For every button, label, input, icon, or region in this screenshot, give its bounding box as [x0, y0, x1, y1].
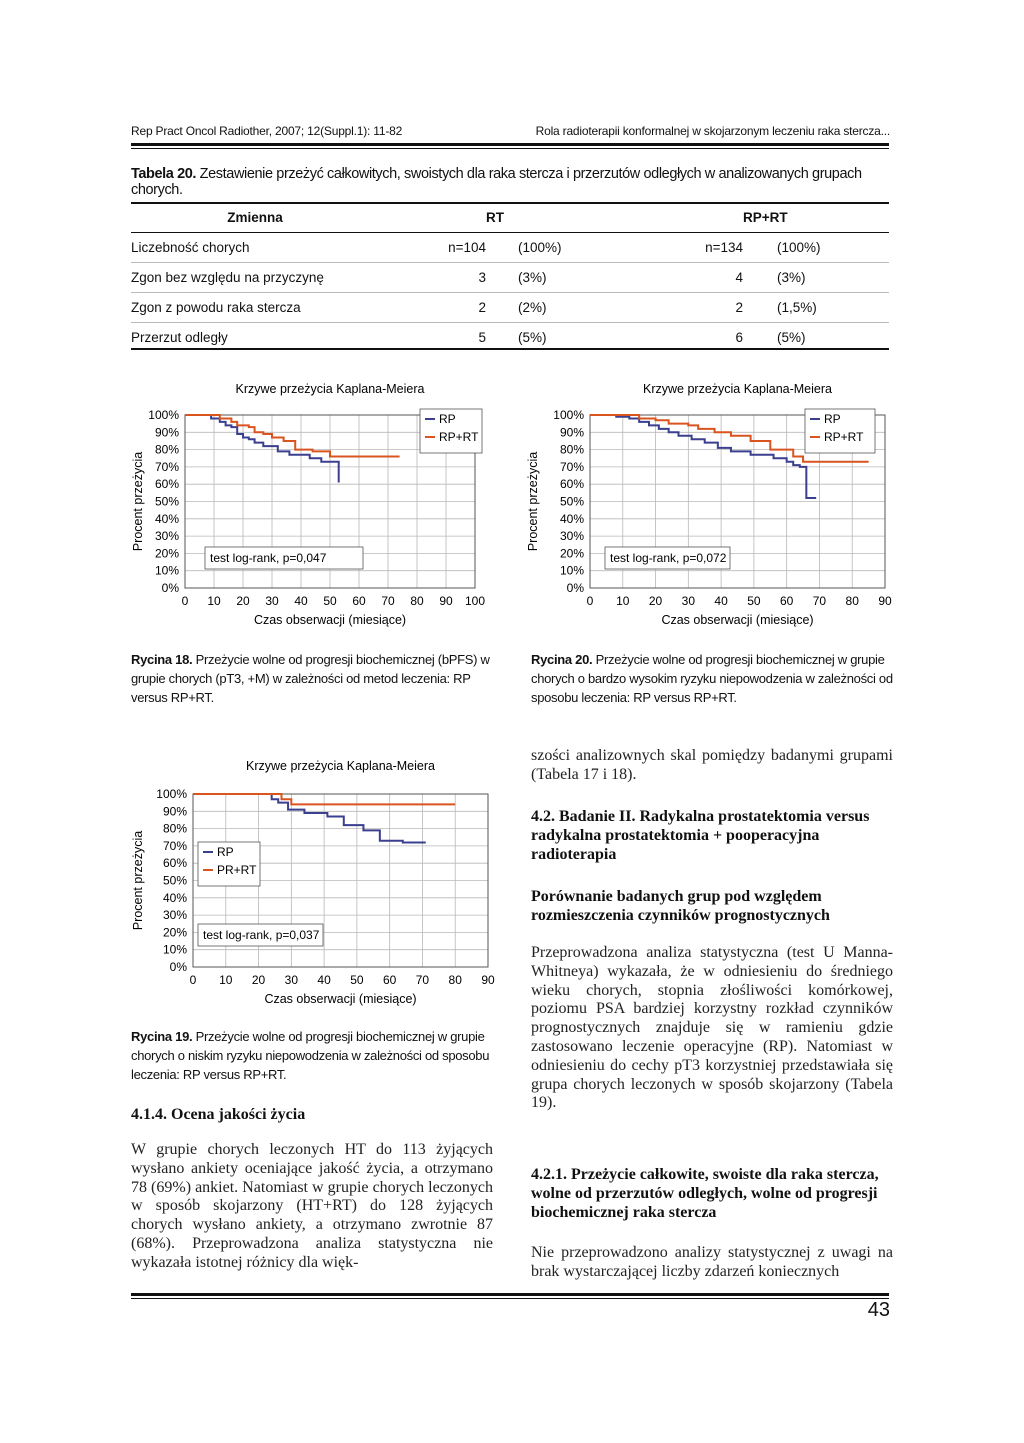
row-rt-pct: (2%) [486, 293, 606, 323]
running-header-right: Rola radioterapii konformalnej w skojarzonym leczeniu raka stercza... [535, 124, 890, 138]
header-variable: Zmienna [227, 209, 283, 225]
x-tick-label: 70 [381, 594, 395, 608]
x-tick-label: 0 [189, 973, 197, 987]
x-tick-label: 100 [464, 594, 486, 608]
y-tick-label: 0% [566, 581, 584, 595]
chart-title: Krzywe przeżycia Kaplana-Meiera [643, 382, 832, 396]
x-tick-label: 50 [747, 594, 761, 608]
y-tick-label: 100% [553, 408, 584, 422]
row-rprt-n: 2 [606, 293, 743, 323]
x-tick-label: 30 [265, 594, 279, 608]
y-tick-label: 90% [154, 425, 179, 440]
caption-fig19 [131, 1027, 501, 1084]
y-tick-label: 50% [559, 494, 584, 509]
x-tick-label: 10 [219, 973, 233, 987]
y-axis-label: Procent przeżycia [526, 451, 540, 552]
row-rt-pct: (5%) [486, 323, 606, 353]
row-rprt-pct: (1,5%) [743, 293, 889, 323]
row-rprt-pct: (3%) [743, 263, 889, 293]
caption-label: Rycina 19. [131, 1029, 193, 1044]
x-tick-label: 60 [352, 594, 366, 608]
x-axis-label: Czas obserwacji (miesiące) [661, 613, 814, 627]
y-tick-label: 80% [162, 821, 187, 836]
row-rt-n: 3 [379, 263, 486, 293]
x-tick-label: 60 [779, 594, 794, 608]
header-rprt: RP+RT [743, 209, 788, 225]
x-tick-label: 70 [812, 594, 827, 608]
x-tick-label: 50 [350, 973, 364, 987]
figure-20 [525, 375, 895, 625]
row-rt-pct: (3%) [486, 263, 606, 293]
row-rprt-pct: (100%) [743, 233, 889, 263]
x-tick-label: 10 [207, 594, 221, 608]
x-tick-label: 50 [323, 594, 337, 608]
y-tick-label: 50% [162, 873, 187, 888]
x-tick-label: 0 [586, 594, 594, 608]
row-label: Zgon bez względu na przyczynę [131, 263, 379, 293]
caption-label: Rycina 20. [531, 652, 593, 667]
y-tick-label: 60% [154, 477, 179, 492]
series-line-rp [590, 415, 816, 498]
figure-18 [130, 375, 500, 625]
heading-4-2-1: 4.2.1. Przeżycie całkowite, swoiste dla raka stercza, wolne od przerzutów odległych, wolne od progresji biochemicznej raka stercza [531, 1166, 879, 1221]
y-tick-label: 10% [559, 563, 584, 578]
x-tick-label: 70 [415, 973, 430, 987]
y-tick-label: 20% [154, 546, 179, 561]
page-number: 43 [867, 1299, 890, 1321]
x-tick-label: 90 [439, 594, 453, 608]
series-line-rp [193, 794, 426, 842]
table-row [131, 233, 889, 263]
y-tick-label: 20% [162, 925, 187, 940]
right-paragraph-1: Przeprowadzona analiza statystyczna (test U Manna-Whitneya) wykazała, że w odniesieniu do średniego wieku chorych, stopnia złośliwości komórkowej, poziomu PSA bardziej korzystny rozkład czynników prognostycznych znajduje się w ramieniu gdzie zastosowano leczenie operacyjne (RP). Natomiast w odniesieniu do cechy pT3 korzystniej przedstawiała się grupa chorych leczonych w sposób skojarzony (Tabela 19). [531, 944, 893, 1112]
y-tick-label: 100% [156, 787, 187, 801]
header-rt: RT [486, 209, 504, 225]
table-row [131, 293, 889, 323]
y-tick-label: 70% [154, 459, 179, 474]
annotation-text: test log-rank, p=0,072 [610, 551, 727, 565]
row-rprt-pct: (5%) [743, 323, 889, 353]
x-tick-label: 20 [648, 594, 663, 608]
y-tick-label: 50% [154, 494, 179, 509]
table-header-rule [131, 232, 889, 233]
caption-fig20 [531, 650, 893, 707]
series-line-rp-plus-rt [185, 415, 400, 457]
caption-text: Przeżycie wolne od progresji biochemicznej w grupie chorych o niskim ryzyku niepowodzenia w zależności od sposobu leczenia: RP versus RP+RT. [131, 1029, 490, 1082]
y-tick-label: 90% [559, 425, 584, 440]
y-tick-label: 80% [154, 442, 179, 457]
x-tick-label: 80 [448, 973, 462, 987]
caption-label: Rycina 18. [131, 652, 193, 667]
row-rprt-n: 4 [606, 263, 743, 293]
x-tick-label: 40 [317, 973, 331, 987]
caption-fig18 [131, 650, 501, 707]
row-rt-n: 2 [379, 293, 486, 323]
y-tick-label: 60% [559, 477, 584, 492]
legend-label: RP+RT [824, 430, 864, 444]
table-title: Zestawienie przeżyć całkowitych, swoistych dla raka stercza i przerzutów odległych w analizowanych grupach chorych. [131, 166, 862, 198]
legend-label: RP [217, 845, 234, 859]
figure-19 [130, 752, 500, 1006]
caption-text: Przeżycie wolne od progresji biochemicznej w grupie chorych o bardzo wysokim ryzyku niepowodzenia w zależności od sposobu leczenia: RP versus RP+RT. [531, 652, 893, 705]
row-label: Przerzut odległy [131, 323, 379, 353]
row-rprt-n: 6 [606, 323, 743, 353]
y-tick-label: 10% [154, 563, 179, 578]
y-tick-label: 40% [559, 511, 584, 526]
right-continuation: szości analizownych skal pomiędzy badanymi grupami (Tabela 17 i 18). [531, 747, 893, 783]
y-axis-label: Procent przeżycia [131, 830, 145, 931]
x-tick-label: 10 [616, 594, 630, 608]
x-axis-label: Czas obserwacji (miesiące) [253, 613, 407, 627]
y-tick-label: 90% [162, 804, 187, 819]
legend-label: RP+RT [439, 430, 479, 444]
heading-4-2: 4.2. Badanie II. Radykalna prostatektomia versus radykalna prostatektomia + pooperacyjna radioterapia [531, 808, 870, 863]
annotation-text: test log-rank, p=0,037 [203, 928, 320, 942]
y-axis-label: Procent przeżycia [131, 451, 145, 552]
km-chart-fig18 [130, 375, 500, 625]
y-tick-label: 70% [559, 459, 584, 474]
caption-text: Przeżycie wolne od progresji biochemicznej (bPFS) w grupie chorych (pT3, +M) w zależności od metod leczenia: RP versus RP+RT. [131, 652, 490, 705]
table-20 [131, 202, 889, 352]
right-paragraph-2: Nie przeprowadzono analizy statystycznej z uwagi na brak wystarczającej liczby zdarzeń koniecznych [531, 1244, 893, 1280]
footer-rule-thin [131, 1298, 889, 1299]
x-tick-label: 90 [878, 594, 892, 608]
km-chart-fig20 [525, 375, 895, 625]
y-tick-label: 100% [148, 408, 179, 422]
x-tick-label: 60 [382, 973, 397, 987]
chart-title: Krzywe przeżycia Kaplana-Meiera [235, 382, 425, 396]
y-tick-label: 40% [162, 890, 187, 905]
series-line-rp [185, 415, 339, 482]
x-tick-label: 0 [181, 594, 189, 608]
y-tick-label: 0% [161, 581, 179, 595]
row-rt-n: n=104 [379, 233, 486, 263]
x-tick-label: 30 [284, 973, 299, 987]
table-bottom-rule [131, 348, 889, 350]
legend-label: RP [439, 412, 456, 426]
table-label: Tabela 20. [131, 166, 197, 182]
y-tick-label: 80% [559, 442, 584, 457]
x-tick-label: 80 [845, 594, 859, 608]
x-tick-label: 90 [481, 973, 495, 987]
y-tick-label: 70% [162, 838, 187, 853]
y-tick-label: 20% [559, 546, 584, 561]
y-tick-label: 40% [154, 511, 179, 526]
x-tick-label: 20 [236, 594, 250, 608]
y-tick-label: 10% [162, 942, 187, 957]
y-tick-label: 30% [154, 529, 179, 544]
km-chart-fig19 [130, 752, 500, 1006]
legend-label: PR+RT [217, 863, 257, 877]
row-label: Zgon z powodu raka stercza [131, 293, 379, 323]
table-header-row [131, 202, 889, 233]
legend-label: RP [824, 412, 841, 426]
annotation-text: test log-rank, p=0,047 [210, 551, 327, 565]
running-header-left: Rep Pract Oncol Radiother, 2007; 12(Suppl.1): 11-82 [131, 124, 403, 138]
row-rt-n: 5 [379, 323, 486, 353]
x-tick-label: 80 [410, 594, 424, 608]
row-rprt-n: n=134 [606, 233, 743, 263]
chart-title: Krzywe przeżycia Kaplana-Meiera [246, 759, 435, 773]
header-rule-thin [131, 148, 889, 149]
section-heading-4-1-4: 4.1.4. Ocena jakości życia [131, 1106, 306, 1123]
table-row [131, 263, 889, 293]
table-caption [131, 166, 901, 198]
left-paragraph: W grupie chorych leczonych HT do 113 żyjących wysłano ankiety oceniające jakość życia, a otrzymano 78 (69%) ankiet. Natomiast w grupie chorych leczonych w sposób skojarzony (HT+RT) do 128 żyjących chorych wysłano ankiety, a otrzymano zwrotnie 87 (68%). Przeprowadzona analiza statystyczna nie wykazała istotnej różnicy dla więk- [131, 1141, 493, 1271]
header-rule [131, 143, 889, 146]
y-tick-label: 30% [559, 529, 584, 544]
x-tick-label: 30 [681, 594, 696, 608]
x-tick-label: 40 [714, 594, 728, 608]
x-tick-label: 20 [251, 973, 266, 987]
row-label: Liczebność chorych [131, 233, 379, 263]
y-tick-label: 0% [169, 960, 187, 974]
footer-rule [131, 1293, 889, 1296]
x-axis-label: Czas obserwacji (miesiące) [264, 992, 417, 1006]
row-rt-pct: (100%) [486, 233, 606, 263]
x-tick-label: 40 [294, 594, 308, 608]
y-tick-label: 60% [162, 856, 187, 871]
y-tick-label: 30% [162, 908, 187, 923]
heading-comparison: Porównanie badanych grup pod względem rozmieszczenia czynników prognostycznych [531, 888, 830, 924]
